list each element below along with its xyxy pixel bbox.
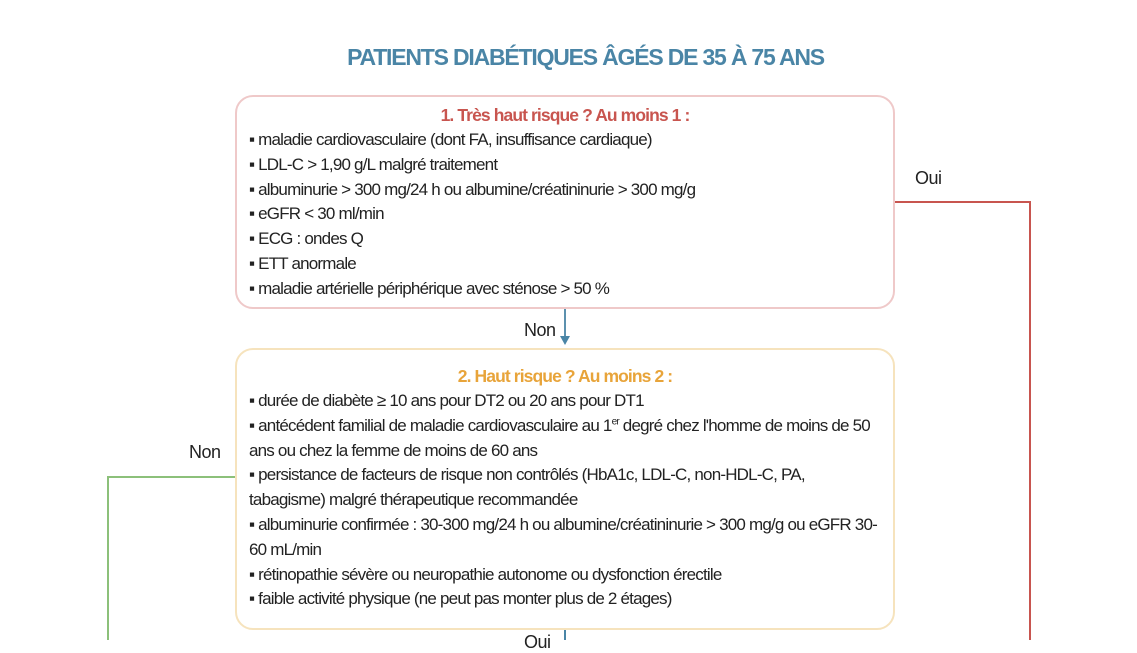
diagram-title: PATIENTS DIABÉTIQUES ÂGÉS DE 35 À 75 ANS bbox=[347, 44, 824, 70]
down-arrow-icon bbox=[557, 309, 573, 347]
criterion-item: ▪ albuminurie > 300 mg/24 h ou albumine/créatininurie > 300 mg/g bbox=[249, 179, 696, 199]
criterion-text-continued: degré chez l'homme de moins de 50 ans ou chez la femme de moins de 60 ans bbox=[249, 415, 870, 460]
criterion-item: ▪ ETT anormale bbox=[249, 253, 356, 273]
very-high-risk-heading: 1. Très haut risque ? Au moins 1 : bbox=[440, 105, 690, 125]
criterion-item: ▪ persistance de facteurs de risque non contrôlés (HbA1c, LDL-C, non-HDL-C, PA, tabagisme) malgré thérapeutique recommandée bbox=[249, 465, 805, 510]
very-high-risk-box bbox=[235, 95, 895, 309]
bottom-connector bbox=[564, 630, 566, 640]
criterion-item: ▪ durée de diabète ≥ 10 ans pour DT2 ou 20 ans pour DT1 bbox=[249, 391, 644, 410]
oui-label-bottom: Oui bbox=[524, 632, 551, 652]
high-risk-box bbox=[235, 348, 895, 630]
criterion-text: ▪ antécédent familial de maladie cardiovasculaire au 1 bbox=[249, 415, 612, 435]
criterion-item: ▪ eGFR < 30 ml/min bbox=[249, 204, 384, 224]
very-high-risk-criteria bbox=[237, 128, 893, 302]
non-connector-horizontal bbox=[107, 476, 236, 478]
non-connector-vertical bbox=[107, 476, 109, 640]
criterion-item: ▪ LDL-C > 1,90 g/L malgré traitement bbox=[249, 154, 498, 174]
oui-connector-horizontal bbox=[895, 201, 1031, 203]
superscript: er bbox=[611, 416, 619, 428]
high-risk-criteria bbox=[237, 389, 893, 612]
non-label-left: Non bbox=[189, 442, 221, 462]
high-risk-heading: 2. Haut risque ? Au moins 2 : bbox=[457, 366, 673, 386]
non-label-down: Non bbox=[524, 320, 556, 340]
criterion-item: ▪ ECG : ondes Q bbox=[249, 229, 364, 249]
criterion-item: ▪ faible activité physique (ne peut pas monter plus de 2 étages) bbox=[249, 589, 672, 609]
criterion-item: ▪ maladie artérielle périphérique avec sténose > 50 % bbox=[249, 278, 610, 298]
oui-connector-vertical bbox=[1029, 201, 1031, 640]
criterion-item: ▪ albuminurie confirmée : 30-300 mg/24 h ou albumine/créatininurie > 300 mg/g ou eGFR 30-60 mL/min bbox=[249, 514, 877, 559]
oui-label-right: Oui bbox=[915, 168, 942, 188]
criterion-item bbox=[249, 414, 883, 464]
criterion-item: ▪ maladie cardiovasculaire (dont FA, insuffisance cardiaque) bbox=[249, 130, 652, 149]
criterion-item: ▪ rétinopathie sévère ou neuropathie autonome ou dysfonction érectile bbox=[249, 564, 722, 584]
